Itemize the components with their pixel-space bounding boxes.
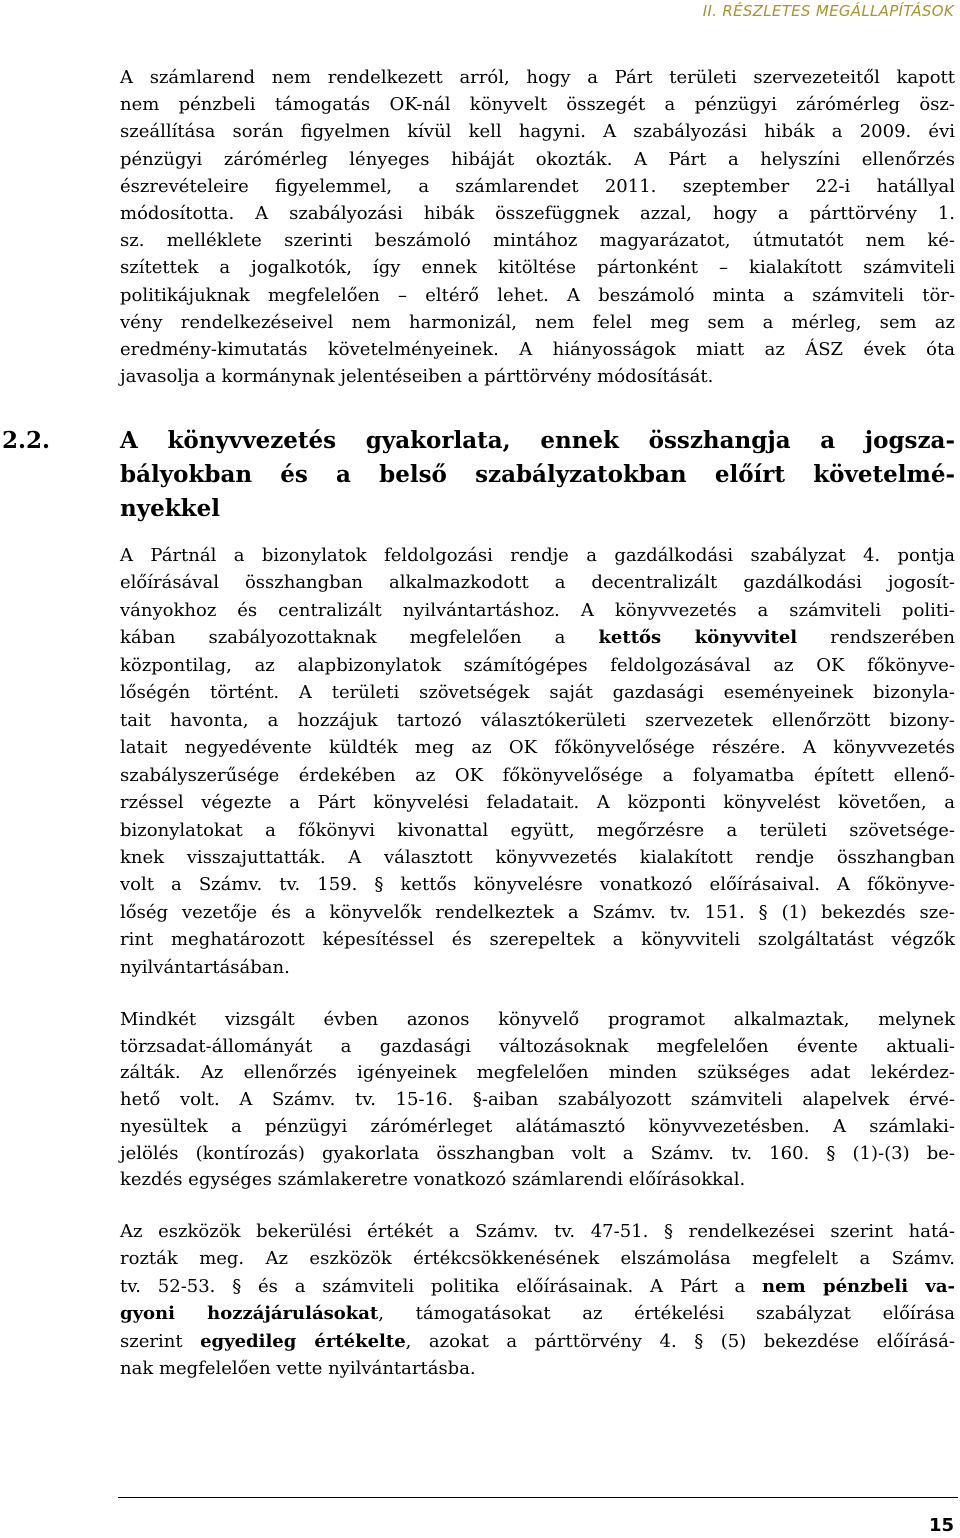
bold-term: nem pénzbeli va- [762,1275,955,1297]
text-line: rzéssel végezte a Párt könyvelési feladatait. A központi könyvelést követően, a [120,792,955,814]
text-segment: tv. 52-53. § és a számviteli politika előírásainak. A Párt a [120,1275,763,1297]
text-line: lőségén történt. A területi szövetségek saját gazdasági eseményeinek bizonyla- [120,682,955,704]
text-line [120,1300,955,1327]
section-title-line: nyekkel [120,495,220,522]
text-line: nak megfelelően vette nyilvántartásba. [120,1358,476,1380]
section-title-line: bályokban és a belső szabályzatokban előírt követelmé- [120,461,955,488]
text-line: volt a Számv. tv. 159. § kettős könyvelésre vonatkozó előírásaival. A főkönyve- [120,874,955,896]
page-number: 15 [928,1515,954,1536]
text-line: észrevételeire figyelemmel, a számlarendet 2011. szeptember 22-i hatállyal [120,175,955,197]
text-segment: , támogatásokat az értékelési szabályzat előírása [378,1303,955,1325]
section-number: 2.2. [2,427,51,454]
text-line: rozták meg. Az eszközök értékcsökkenésének elszámolása megfelelt a Számv. [120,1248,955,1270]
text-line: A számlarend nem rendelkezett arról, hogy a Párt területi szervezeteitől kapott [120,67,955,88]
text-line: központilag, az alapbizonylatok számítógépes feldolgozásával az OK főkönyve- [120,654,955,676]
text-segment: , azokat a párttörvény 4. § (5) bekezdése előírásá- [405,1330,955,1352]
text-line: vény rendelkezéseivel nem harmonizál, nem felel meg sem a mérleg, sem az [120,311,955,333]
paragraph-4 [120,1218,955,1382]
paragraph-1 [120,64,955,390]
text-line: kezdés egységes számlakeretre vonatkozó számlarendi előírásokkal. [120,1169,746,1191]
text-line: törzsadat-állományát a gazdasági változásoknak megfelelően évente aktuali- [120,1035,955,1057]
text-line: knek visszajuttatták. A választott könyvvezetés kialakított rendje összhangban [120,846,955,868]
text-line: sz. melléklete szerinti beszámoló mintához magyarázatot, útmutatót nem ké- [120,230,955,252]
bold-term: egyedileg értékelte [200,1330,406,1352]
running-header-section-title: II. RÉSZLETES MEGÁLLAPÍTÁSOK [702,2,954,20]
text-line: A Pártnál a bizonylatok feldolgozási rendje a gazdálkodási szabályzat 4. pontja [120,545,955,566]
text-segment: szerint [120,1330,201,1352]
section-title [120,424,955,526]
bold-term: kettős könyvvitel [598,627,798,649]
text-line [120,624,955,651]
text-line: Az eszközök bekerülési értékét a Számv. tv. 47-51. § rendelkezései szerint hatá- [120,1221,955,1242]
text-line: nyilvántartásában. [120,956,290,978]
text-line: ványokhoz és centralizált nyilvántartáshoz. A könyvvezetés a számviteli politi- [120,599,955,621]
text-line: rint meghatározott képesítéssel és szerepeltek a könyvviteli szolgáltatást végzők [120,929,955,951]
text-line: latait negyedévente küldték meg az OK főkönyvelősége részére. A könyvvezetés [120,737,955,759]
paragraph-3 [120,1007,955,1194]
text-line: bizonylatokat a főkönyvi kivonattal együtt, megőrzésre a területi szövetsége- [120,819,955,841]
text-line: javasolja a kormánynak jelentéseiben a párttörvény módosítását. [120,366,714,388]
text-line: politikájuknak megfelelően – eltérő lehet. A beszámoló minta a számviteli tör- [120,284,955,306]
text-segment: kában szabályozottaknak megfelelően a [120,627,599,649]
paragraph-2 [120,542,955,981]
text-line: szabályszerűsége érdekében az OK főkönyvelősége a folyamatba épített ellenő- [120,764,955,786]
text-line: szeállítása során figyelmen kívül kell hagyni. A szabályozási hibák a 2009. évi [120,121,955,143]
section-title-line: A könyvvezetés gyakorlata, ennek összhangja a jogsza- [120,427,955,454]
text-line [120,1273,955,1300]
text-line: Mindkét vizsgált évben azonos könyvelő programot alkalmaztak, melynek [120,1009,955,1030]
text-line: pénzügyi zárómérleg lényeges hibáját okozták. A Párt a helyszíni ellenőrzés [120,148,955,170]
text-line: zálták. Az ellenőrzés igényeinek megfelelően minden szükséges adat lekérdez- [120,1062,955,1084]
text-line: lőség vezetője és a könyvelők rendelkeztek a Számv. tv. 151. § (1) bekezdés sze- [120,901,955,923]
text-line: nem pénzbeli támogatás OK-nál könyvelt összegét a pénzügyi zárómérleg ösz- [120,94,955,116]
text-line: szítettek a jogalkotók, így ennek kitöltése pártonként – kialakított számviteli [120,257,955,279]
footer-divider [118,1497,958,1498]
text-line: hető volt. A Számv. tv. 15-16. §-aiban szabályozott számviteli alapelvek érvé- [120,1089,955,1111]
bold-term: gyoni hozzájárulásokat [120,1303,379,1325]
text-segment: rendszerében [797,627,955,649]
text-line: jelölés (kontírozás) gyakorlata összhangban volt a Számv. tv. 160. § (1)-(3) be- [120,1142,955,1164]
text-line: előírásával összhangban alkalmazkodott a decentralizált gazdálkodási jogosít- [120,572,955,594]
text-line: módosította. A szabályozási hibák összefüggnek azzal, hogy a párttörvény 1. [120,203,955,225]
text-line: tait havonta, a hozzájuk tartozó választókerületi szervezetek ellenőrzött bizony- [120,709,955,731]
text-line: eredmény-kimutatás követelményeinek. A hiányosságok miatt az ÁSZ évek óta [120,339,955,361]
text-line: nyesültek a pénzügyi zárómérleget alátámasztó könyvvezetésben. A számlaki- [120,1115,955,1137]
text-line [120,1328,955,1355]
